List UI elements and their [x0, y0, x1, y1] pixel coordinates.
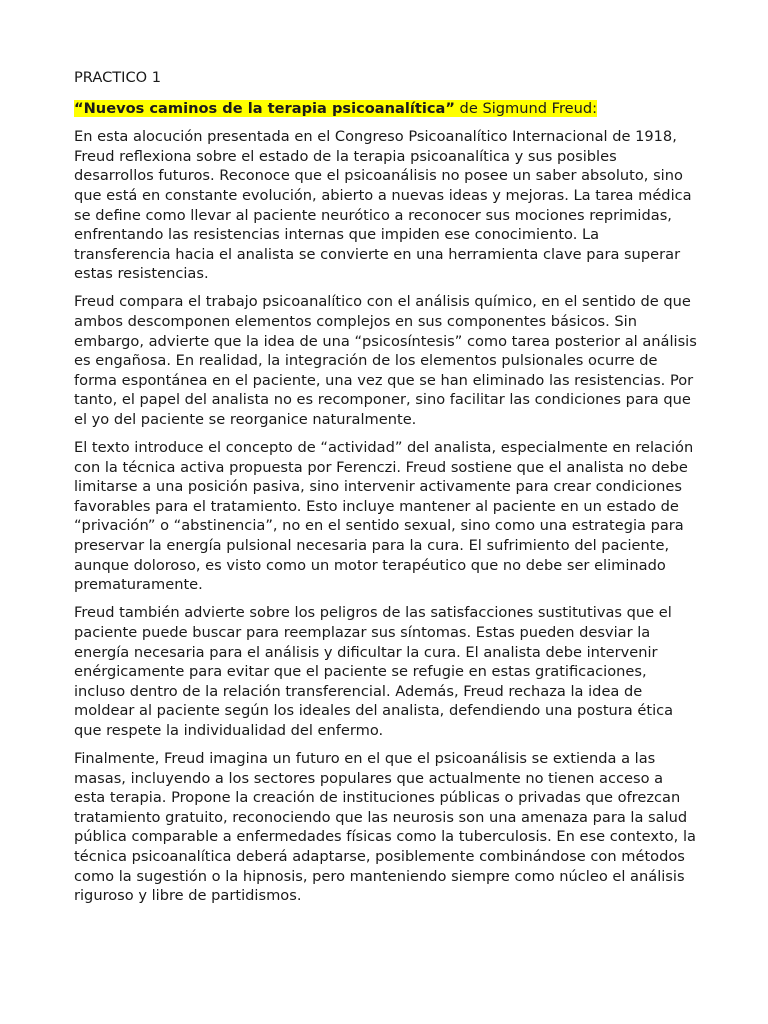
paragraph-1: En esta alocución presentada en el Congreso Psicoanalítico Internacional de 1918, Freud reflexiona sobre el estado de la terapia psicoanalítica y sus posibles desarrollos futuros. Reconoce que el psicoanálisis no posee un saber absoluto, sino que está en constante evolución, abierto a nuevas ideas y mejoras. La tarea médica se define como llevar al paciente neurótico a reconocer sus mociones reprimidas, enfrentando las resistencias internas que impiden ese conocimiento. La transferencia hacia el analista se convierte en una herramienta clave para superar estas resistencias. — [74, 128, 692, 283]
paragraph-4: Freud también advierte sobre los peligros de las satisfacciones sustitutivas que el paciente puede buscar para reemplazar sus síntomas. Estas pueden desviar la energía necesaria para el análisis y dificultar la cura. El analista debe intervenir enérgicamente para evitar que el paciente se refugie en estas gratificaciones, incluso dentro de la relación transferencial. Además, Freud rechaza la idea de moldear al paciente según los ideales del analista, defendiendo una postura ética que respete la individualidad del enfermo. — [74, 604, 674, 739]
work-title: “Nuevos caminos de la terapia psicoanalítica” — [74, 99, 455, 117]
paragraph-3: El texto introduce el concepto de “actividad” del analista, especialmente en relación con la técnica activa propuesta por Ferenczi. Freud sostiene que el analista no debe limitarse a una posición pasiva, sino intervenir activamente para crear condiciones favorables para el tratamiento. Esto incluye mantener al paciente en un estado de “privación” o “abstinencia”, no en el sentido sexual, sino como una estrategia para preservar la energía pulsional necesaria para la cura. El sufrimiento del paciente, aunque doloroso, es visto como un motor terapéutico que no debe ser eliminado prematuramente. — [74, 439, 694, 594]
document-title-line — [74, 99, 698, 119]
title-author: de Sigmund Freud: — [454, 99, 598, 117]
highlighted-title — [74, 100, 597, 117]
document-heading: PRACTICO 1 — [74, 69, 162, 86]
paragraph-2: Freud compara el trabajo psicoanalítico con el análisis químico, en el sentido de que ambos descomponen elementos complejos en sus componentes básicos. Sin embargo, advierte que la idea de una “psicosíntesis” como tarea posterior al análisis es engañosa. En realidad, la integración de los elementos pulsionales ocurre de forma espontánea en el paciente, una vez que se han eliminado las resistencias. Por tanto, el papel del analista no es recomponer, sino facilitar las condiciones para que el yo del paciente se reorganice naturalmente. — [74, 293, 697, 428]
paragraph-5: Finalmente, Freud imagina un futuro en el que el psicoanálisis se extienda a las masas, incluyendo a los sectores populares que actualmente no tienen acceso a esta terapia. Propone la creación de instituciones públicas o privadas que ofrezcan tratamiento gratuito, reconociendo que las neurosis son una amenaza para la salud pública comparable a enfermedades físicas como la tuberculosis. En ese contexto, la técnica psicoanalítica deberá adaptarse, posiblemente combinándose con métodos como la sugestión o la hipnosis, pero manteniendo siempre como núcleo el análisis riguroso y libre de partidismos. — [74, 750, 696, 905]
